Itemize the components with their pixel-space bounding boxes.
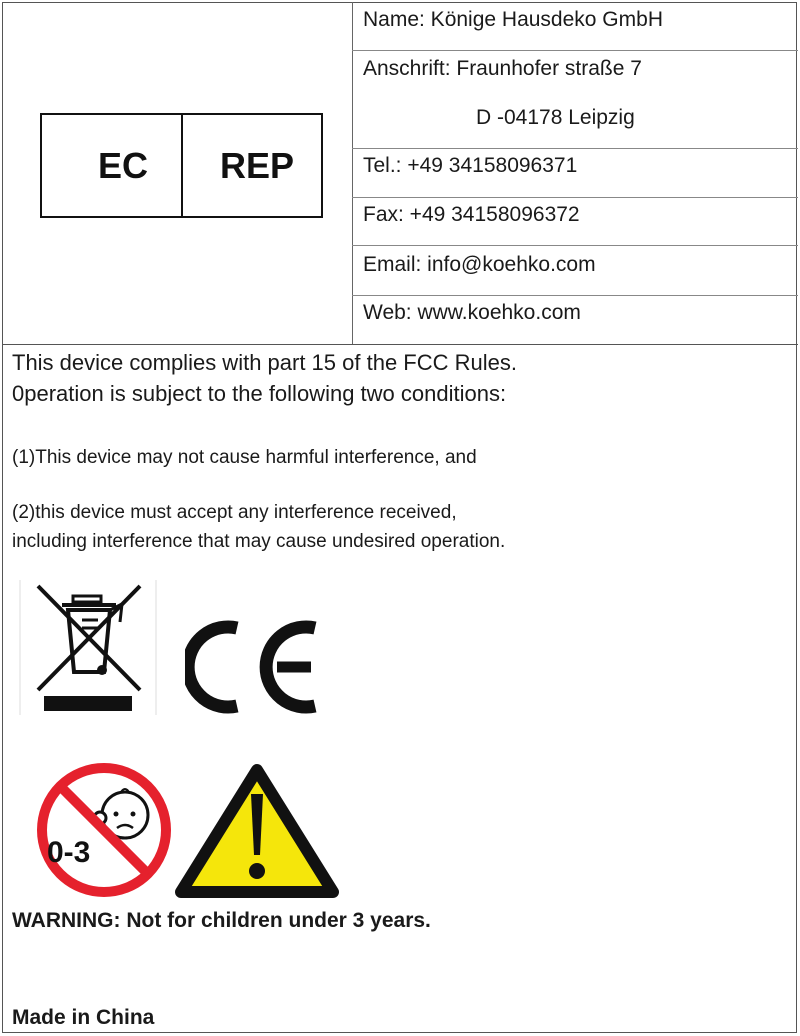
ec-label: EC [98, 145, 149, 186]
address-city: D -04178 Leipzig [476, 106, 635, 129]
address-street: Anschrift: Fraunhofer straße 7 [363, 57, 642, 80]
website: Web: www.koehko.com [363, 301, 581, 324]
rep-label: REP [220, 145, 295, 186]
fcc-condition-2-line2: including interference that may cause undesired operation. [12, 531, 506, 552]
ce-mark-icon [185, 620, 325, 715]
section-divider [2, 344, 798, 345]
row-divider [352, 148, 798, 149]
row-divider [352, 245, 798, 246]
ec-rep-box [40, 113, 323, 218]
weee-bin-icon [18, 580, 158, 715]
fcc-statement-line1: This device complies with part 15 of the FCC Rules. [12, 350, 517, 375]
country-of-origin: Made in China [12, 1006, 155, 1029]
age-range-label: 0-3 [47, 836, 91, 869]
fcc-condition-2-line1: (2)this device must accept any interference received, [12, 502, 457, 523]
row-divider [352, 197, 798, 198]
fcc-condition-1: (1)This device may not cause harmful interference, and [12, 447, 477, 468]
warning-triangle-icon [175, 760, 340, 900]
warning-text: WARNING: Not for children under 3 years. [12, 909, 431, 932]
telephone: Tel.: +49 34158096371 [363, 154, 578, 177]
ec-rep-divider [181, 115, 183, 216]
row-divider [352, 295, 798, 296]
email: Email: info@koehko.com [363, 253, 596, 276]
no-children-0-3-icon [33, 760, 175, 900]
row-divider [352, 50, 798, 51]
column-divider [352, 2, 353, 344]
fax: Fax: +49 34158096372 [363, 203, 580, 226]
company-name: Name: Könige Hausdeko GmbH [363, 8, 663, 31]
fcc-statement-line2: 0peration is subject to the following two conditions: [12, 381, 507, 406]
